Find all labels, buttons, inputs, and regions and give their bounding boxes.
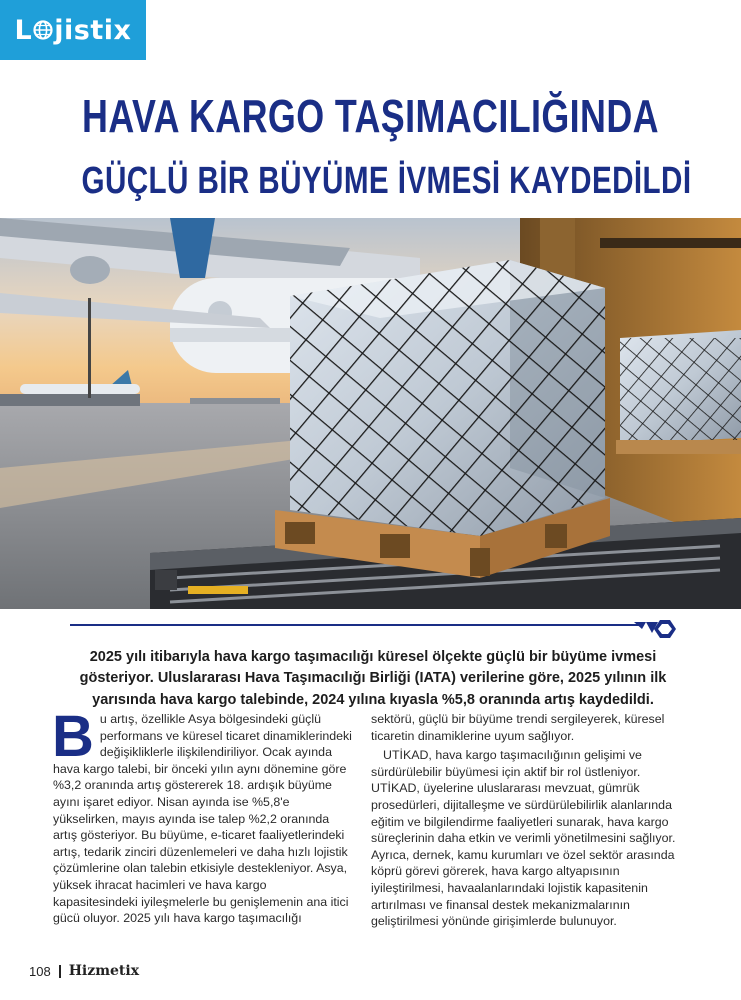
column-2-paragraph-1: sektörü, güçlü bir büyüme trendi sergileyerek, küresel ticaretin dinamiklerine uyum sağlıyor. xyxy=(371,712,665,743)
footer-separator xyxy=(59,965,61,978)
column-2-paragraph-2: UTİKAD, hava kargo taşımacılığının gelişimi ve sürdürülebilir büyümesi için aktif bir rol üstleniyor. UTİKAD, üyelerine uluslararası mevzuat, gümrük prosedürleri, dijitalleşme ve sürdürülebilirlik alanlarında eğitim ve bilgilendirme faaliyetleri sunarak, hava kargo süreçlerinin daha etkin ve verimli yönetilmesini sağlıyor. Ayrıca, dernek, kamu kurumları ve özel sektör arasında köprü görevi görerek, hava kargo altyapısının iyileştirilmesi, havaalanlarındaki lojistik kapasitenin artırılması ve finansal destek mekanizmalarının geliştirilmesi yönünde girişimlerde bulunuyor. xyxy=(371,748,676,929)
lead-paragraph: 2025 yılı itibarıyla hava kargo taşımacılığı küresel ölçekte güçlü bir büyüme ivmesi gösteriyor. Uluslararası Hava Taşımacılığı Birliği (IATA) verilerine göre, 2025 yılının ilk yarısında hava kargo talebinde, 2024 yılına kıyasla %5,8 oranında artış kaydedildi. xyxy=(79,648,667,708)
headline-line-2: GÜÇLÜ BİR BÜYÜME İVMESİ KAYDEDİLDİ xyxy=(81,160,692,202)
magazine-name: Hizmetix xyxy=(68,963,140,979)
magazine-logo xyxy=(0,0,146,60)
section-divider xyxy=(70,624,642,626)
drop-cap: B xyxy=(52,704,94,769)
page-number: 108 xyxy=(29,963,51,979)
diamond-chevron-icon xyxy=(632,618,680,640)
page-footer xyxy=(29,963,139,979)
article-column-2 xyxy=(371,711,683,930)
headline-line-1: HAVA KARGO TAŞIMACILIĞINDA xyxy=(82,90,659,142)
globe-icon xyxy=(33,20,53,40)
logo-suffix: jistix xyxy=(54,14,132,46)
column-1-text: u artış, özellikle Asya bölgesindeki güçlü performans ve küresel ticaret dinamiklerindeki değişikliklerle ilişkilendiriliyor. Ocak ayında hava kargo talebi, bir önceki yılın aynı dönemine göre %3,2 oranında artış göstererek 18. ardışık büyüme ayını işaret ediyor. Nisan ayında ise %5,8'e yükselirken, mayıs ayında ise talep %2,2 oranında artış gösteriyor. Bu büyüme, e-ticaret faaliyetlerindeki artış, tedarik zinciri düzenlemeleri ve daha hızlı lojistik çözümlerine olan talebin etkisiyle destekleniyor. Asya, yüksek ihracat hacimleri ve hava kargo kapasitesindeki iyileşmelerle bu genişlemenin ana itici gücü oluyor. 2025 yılı hava kargo taşımacılığı xyxy=(53,712,352,926)
logo-prefix: L xyxy=(14,14,33,46)
article-column-1 xyxy=(52,704,353,927)
hero-photo-air-cargo xyxy=(0,218,741,609)
air-cargo-illustration xyxy=(0,218,741,609)
